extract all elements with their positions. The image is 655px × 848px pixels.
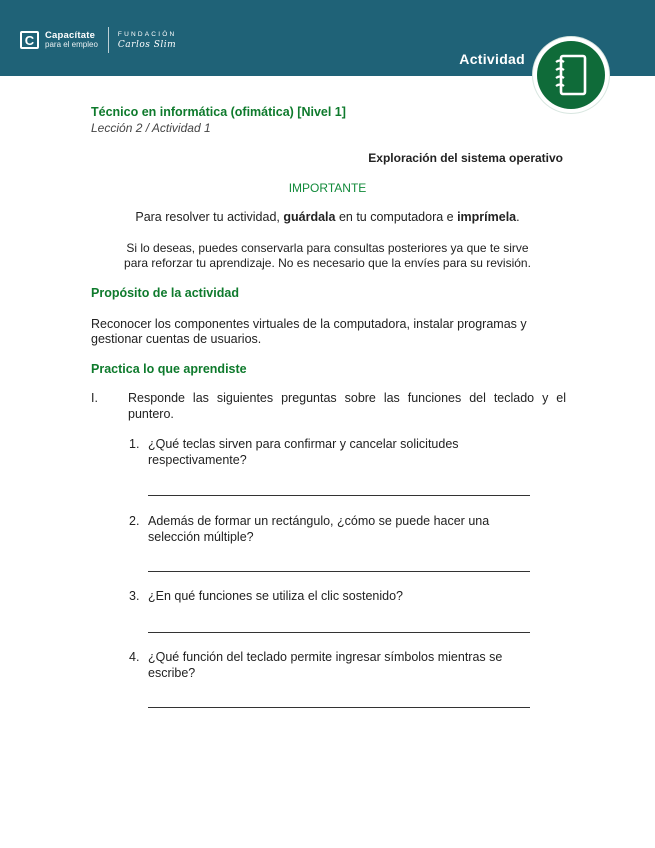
important-heading: IMPORTANTE — [288, 181, 367, 195]
logo-divider — [108, 27, 109, 53]
question-number: 4. — [129, 650, 140, 664]
capacitate-logo-icon: C — [20, 31, 39, 49]
instructions-save: guárdala — [283, 210, 336, 224]
purpose-text: Reconocer los componentes virtuales de la computadora, instalar programas y gestionar cuentas de usuarios. — [91, 317, 527, 346]
instructions — [0, 210, 655, 224]
instructions-middle: en tu computadora e — [335, 210, 458, 224]
instructions-print: imprímela — [457, 210, 517, 224]
question-text: ¿En qué funciones se utiliza el clic sostenido? — [148, 589, 404, 603]
note-line-1: Si lo deseas, puedes conservarla para consultas posteriores ya que te sirve — [126, 241, 529, 255]
instructions-suffix: . — [516, 210, 520, 224]
question-text: Además de formar un rectángulo, ¿cómo se puede hacer una selección múltiple? — [148, 514, 490, 544]
topic-title: Exploración del sistema operativo — [368, 151, 563, 165]
lesson-label: Lección 2 / Actividad 1 — [91, 121, 211, 135]
answer-line[interactable] — [148, 571, 530, 572]
purpose-heading: Propósito de la actividad — [91, 286, 239, 300]
course-title: Técnico en informática (ofimática) [Nivel 1] — [91, 105, 346, 119]
question-text: ¿Qué teclas sirven para confirmar y cancelar solicitudes respectivamente? — [148, 437, 459, 467]
section-instruction: Responde las siguientes preguntas sobre las funciones del teclado y el puntero. — [128, 391, 566, 421]
foundation-label: FUNDACIÓN — [117, 31, 177, 38]
instructions-prefix: Para resolver tu actividad, — [135, 210, 284, 224]
capacitate-logo — [20, 26, 176, 54]
foundation-logo — [118, 30, 176, 50]
question-number: 2. — [129, 514, 140, 528]
activity-label: Actividad — [459, 51, 525, 67]
logo-brand: Capacítate — [45, 30, 96, 41]
answer-line[interactable] — [148, 495, 530, 496]
practice-heading: Practica lo que aprendiste — [91, 362, 247, 376]
question-text: ¿Qué función del teclado permite ingresar símbolos mientras se escribe? — [148, 650, 503, 680]
question-number: 1. — [129, 437, 140, 451]
question-number: 3. — [129, 589, 140, 603]
answer-line[interactable] — [148, 707, 530, 708]
answer-line[interactable] — [148, 632, 530, 633]
logo-subtitle: para el empleo — [45, 40, 98, 49]
notebook-icon — [552, 53, 590, 97]
note — [95, 241, 560, 271]
foundation-signature: Carlos Slim — [117, 40, 177, 50]
note-line-2: para reforzar tu aprendizaje. No es necesario que la envíes para su revisión. — [124, 256, 531, 270]
activity-badge — [533, 37, 609, 113]
section-numeral: I. — [91, 391, 98, 405]
